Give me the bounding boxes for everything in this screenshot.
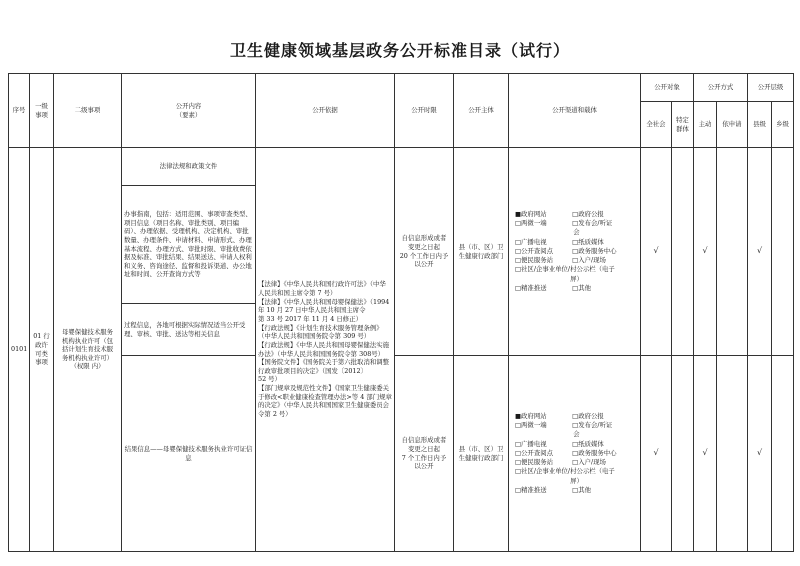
header-method-active: 主动 <box>694 102 717 148</box>
header-channel: 公开渠道和载体 <box>509 74 641 148</box>
header-content: 公开内容 （要素） <box>122 74 256 148</box>
group1-level-town <box>772 148 794 356</box>
group1-time: 自信息形成或者 变更之日起 20 个工作日内予 以公开 <box>395 148 454 356</box>
header-target-all: 全社会 <box>641 102 672 148</box>
group2-method-apply <box>717 356 748 552</box>
group1-subject: 县（市、区）卫 生健康行政部门 <box>454 148 509 356</box>
channel-line: □精准推送 □其他 <box>515 283 591 292</box>
header-time: 公开时限 <box>395 74 454 148</box>
header-level-town: 乡级 <box>772 102 794 148</box>
channel-line: ■政府网站 □政府公报 <box>515 411 604 420</box>
group2-target-all: √ <box>641 356 672 552</box>
page-title: 卫生健康领域基层政务公开标准目录（试行） <box>229 41 570 60</box>
group2-target-specific <box>672 356 694 552</box>
channel-line: 会 <box>573 430 580 439</box>
channel-line: ■政府网站 □政府公报 <box>515 209 604 218</box>
header-level1: 一级 事项 <box>30 74 54 148</box>
header-method: 公开方式 <box>694 74 748 102</box>
table-row <box>9 148 794 186</box>
channel-line: 屏） <box>570 274 583 283</box>
channel-line: 屏） <box>570 476 583 485</box>
row-level1: 01 行 政许 可类 事项 <box>30 148 54 552</box>
header-level2: 二级事项 <box>54 74 122 148</box>
channel-line: □公开查阅点 □政务服务中心 <box>515 448 617 457</box>
group2-time: 自信息形成或者 变更之日起 7 个工作日内予 以公开 <box>395 356 454 552</box>
header-basis: 公开依据 <box>256 74 395 148</box>
group2-level-town <box>772 356 794 552</box>
channel-line: □两微一端 □发布会/听证 <box>515 421 613 430</box>
header-target-specific: 特定 群体 <box>672 102 694 148</box>
group2-channel <box>509 356 641 552</box>
channel-line: □便民服务站 □入户/现场 <box>515 256 606 265</box>
group2-level-county: √ <box>748 356 772 552</box>
row-seq: 0101 <box>9 148 30 552</box>
header-row-1 <box>9 74 794 102</box>
channel-line: □两微一端 □发布会/听证 <box>515 219 613 228</box>
content-item-guide: 办事指南，包括：适用范围、事项审查类型、项目信息（项目名称、审批类别、项目编码）、办理依据、受理机构、决定机构、审批数量、办理条件、申请材料、申请形式、办理基本流程、办理方式、审批时限、审批收费依据及标准、审批结果、结果送达、申请人权利和义务、咨询途径、监督和投诉渠道、办公地址和时间、公开查询方式等 <box>122 186 256 304</box>
group1-target-all: √ <box>641 148 672 356</box>
header-subject: 公开主体 <box>454 74 509 148</box>
header-seq: 序号 <box>9 74 30 148</box>
header-level-county: 县级 <box>748 102 772 148</box>
group1-level-county: √ <box>748 148 772 356</box>
group2-method-active: √ <box>694 356 717 552</box>
channel-line: □广播电视 □纸质媒体 <box>515 439 604 448</box>
channel-line: □精准推送 □其他 <box>515 485 591 494</box>
group1-method-active: √ <box>694 148 717 356</box>
header-level: 公开层级 <box>748 74 794 102</box>
channel-line: □广播电视 □纸质媒体 <box>515 237 604 246</box>
channel-line: 会 <box>573 228 580 237</box>
group1-target-specific <box>672 148 694 356</box>
catalog-table <box>8 73 794 552</box>
content-item-process: 过程信息，各地可根据实际情况适当公开受理、审核、审批、送达等相关信息 <box>122 304 256 356</box>
content-item-result: 结果信息——母婴保健技术服务执业许可证信息 <box>122 356 256 552</box>
channel-line: □公开查阅点 □政务服务中心 <box>515 246 617 255</box>
header-target: 公开对象 <box>641 74 694 102</box>
channel-line: □社区/企事业单位/村公示栏（电子 <box>515 467 615 476</box>
group1-channel <box>509 148 641 356</box>
table-row <box>9 356 794 552</box>
channel-line: □便民服务站 □入户/现场 <box>515 458 606 467</box>
content-item-policy: 法律法规和政策文件 <box>122 148 256 186</box>
group1-method-apply <box>717 148 748 356</box>
row-level2: 母婴保健技术服务 机构执业许可（包 括计划生育技术服 务机构执业许可） （权限 内） <box>54 148 122 552</box>
row-basis: 【法律】《中华人民共和国行政许可法》（中华人民共和国主席令第 7 号） 【法律】《中华人民共和国母婴保健法》（1994 年 10 月 27 日中华人民共和国主席令 第 33 号 2017 年 11 月 4 日修正） 【行政法规】《计划生育技术服务管理条例》（中华人民共和国国务院令第 309 号） 【行政法规】《中华人民共和国母婴保健法实施办法》（中华人民共和国国务院令第 308号） 【国务院文件】《国务院关于第六批取消和调整行政审批项目的决定》（国发〔2012〕 52 号） 【部门规章及规范性文件】《国家卫生健康委关于修改<职业健康检查管理办法>等 4 部门规章的决定》（中华人民共和国国家卫生健康委员会令第 2 号） <box>256 148 395 552</box>
header-method-apply: 依申请 <box>717 102 748 148</box>
channel-line: □社区/企事业单位/村公示栏（电子 <box>515 265 615 274</box>
group2-subject: 县（市、区）卫 生健康行政部门 <box>454 356 509 552</box>
